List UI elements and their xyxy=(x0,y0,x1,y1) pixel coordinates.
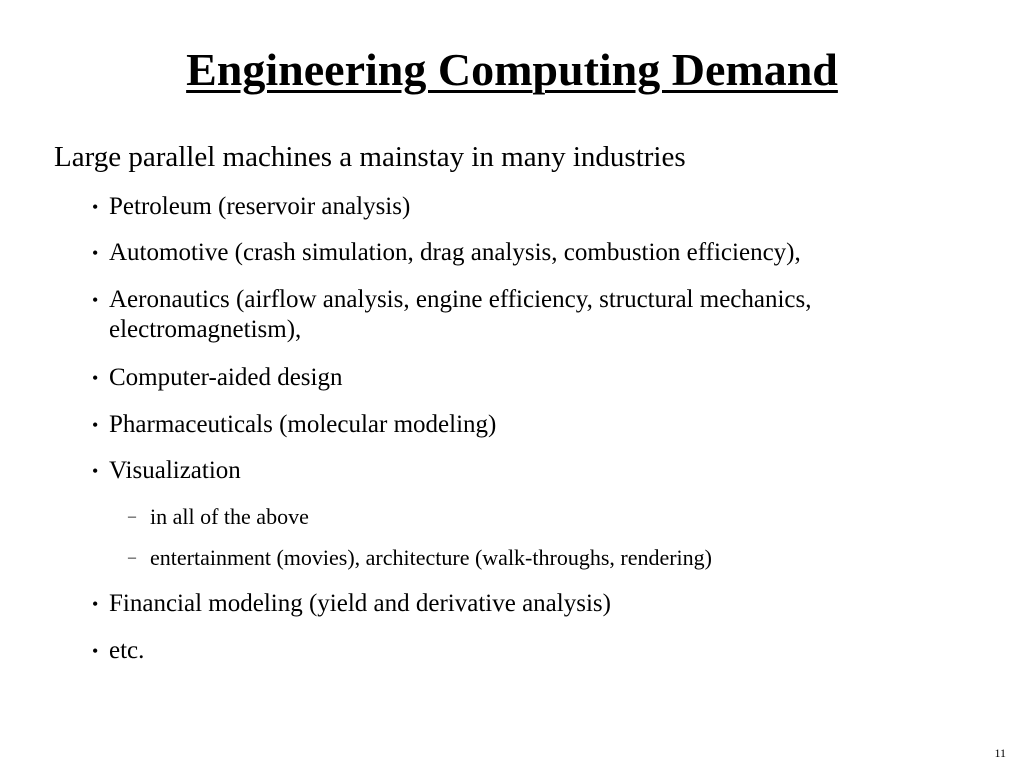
sub-text: entertainment (movies), architecture (walk-throughs, rendering) xyxy=(150,545,712,570)
bullet-marker: • xyxy=(92,368,99,388)
bullet-text: Financial modeling (yield and derivative analysis) xyxy=(109,590,611,617)
subitem-all-above xyxy=(128,503,988,531)
bullet-financial-modeling xyxy=(92,589,1002,619)
bullet-petroleum xyxy=(92,192,1002,222)
bullet-marker: • xyxy=(92,415,99,435)
sub-marker: – xyxy=(128,508,136,525)
bullet-marker: • xyxy=(92,594,99,614)
bullet-text: Computer-aided design xyxy=(109,364,343,391)
subitem-entertainment xyxy=(128,544,988,572)
bullet-text: Petroleum (reservoir analysis) xyxy=(109,193,411,220)
bullet-text: etc. xyxy=(109,637,145,664)
sub-marker: – xyxy=(128,549,136,566)
bullet-aeronautics xyxy=(92,285,1002,345)
bullet-marker: • xyxy=(92,290,99,310)
sub-text: in all of the above xyxy=(150,504,309,529)
bullet-computer-aided-design xyxy=(92,363,1002,393)
bullet-pharmaceuticals xyxy=(92,410,1002,440)
bullet-marker: • xyxy=(92,243,99,263)
bullet-visualization xyxy=(92,456,1002,486)
intro-text: Large parallel machines a mainstay in many industries xyxy=(54,141,686,173)
bullet-marker: • xyxy=(92,641,99,661)
bullet-etc xyxy=(92,636,1002,666)
page-number: 11 xyxy=(994,746,1006,760)
bullet-marker: • xyxy=(92,197,99,217)
bullet-text: Pharmaceuticals (molecular modeling) xyxy=(109,411,497,438)
bullet-automotive xyxy=(92,238,1002,268)
slide-title: Engineering Computing Demand xyxy=(186,44,838,95)
bullet-text: Aeronautics (airflow analysis, engine efficiency, structural mechanics, electromagnetism), xyxy=(109,286,812,343)
bullet-text: Automotive (crash simulation, drag analysis, combustion efficiency), xyxy=(109,239,801,266)
bullet-text: Visualization xyxy=(109,457,241,484)
bullet-marker: • xyxy=(92,461,99,481)
